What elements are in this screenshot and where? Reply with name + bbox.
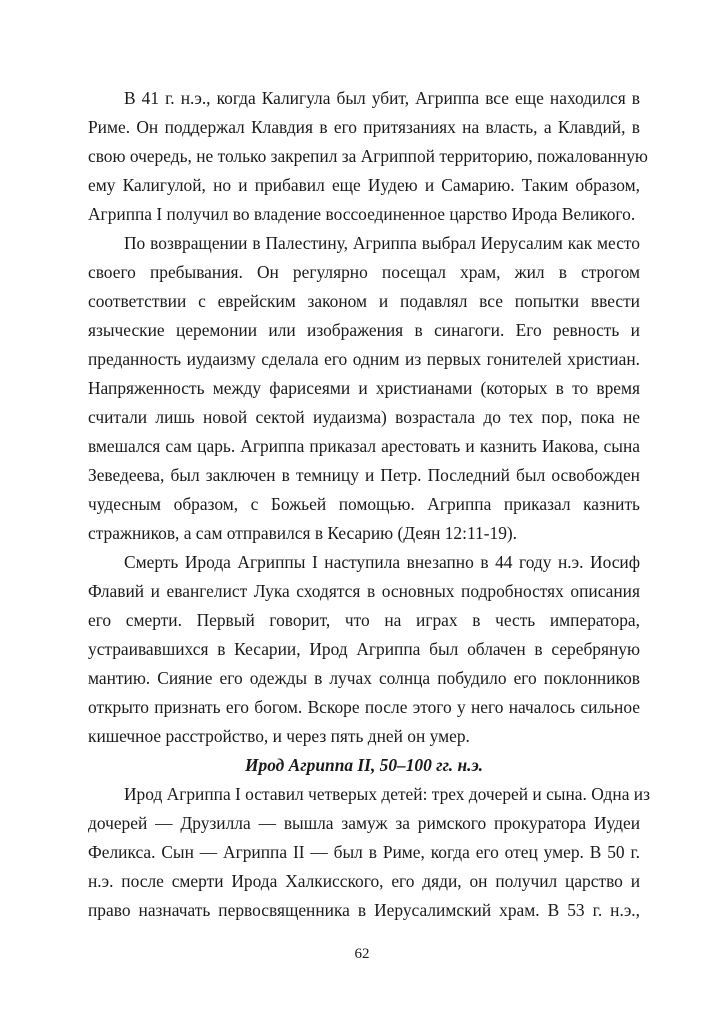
paragraphs-after-heading	[88, 780, 650, 925]
paragraphs-before-heading	[88, 84, 648, 751]
paragraph	[88, 84, 648, 229]
text-line: считали лишь новой сектой иудаизма) возрастала до тех пор, пока не	[88, 407, 640, 427]
text-line: мантию. Сияние его одежды в лучах солнца побудило его поклонников	[88, 668, 640, 688]
text-line: своего пребывания. Он регулярно посещал храм, жил в строгом	[88, 262, 640, 282]
page-number: 62	[354, 946, 370, 962]
text-line: Агриппа I получил во владение воссоединенное царство Ирода Великого.	[88, 204, 636, 224]
text-line: Риме. Он поддержал Клавдия в его притязаниях на власть, а Клавдий, в	[88, 117, 640, 137]
text-line: В 41 г. н.э., когда Калигула был убит, Агриппа все еще находился в	[124, 88, 640, 108]
paragraph	[88, 780, 650, 925]
page-body	[88, 84, 650, 925]
text-line: Зеведеева, был заключен в темницу и Петр. Последний был освобожден	[88, 465, 640, 485]
paragraph	[88, 548, 640, 751]
text-line: соответствии с еврейским законом и подавлял все попытки ввести	[88, 291, 640, 311]
text-line: н.э. после смерти Ирода Халкисского, его дяди, он получил царство и	[88, 871, 640, 891]
text-line: стражников, а сам отправился в Кесарию (Деян 12:11-19).	[88, 523, 518, 543]
text-line: право назначать первосвященника в Иерусалимский храм. В 53 г. н.э.,	[88, 900, 640, 920]
section-heading: Ирод Агриппа II, 50–100 гг. н.э.	[244, 755, 484, 775]
text-line: кишечное расстройство, и через пять дней он умер.	[88, 726, 470, 746]
text-line: Флавий и евангелист Лука сходятся в основных подробностях описания	[88, 581, 640, 601]
text-line: преданность иудаизму сделала его одним из первых гонителей христиан.	[88, 349, 640, 369]
text-line: устраивавшихся в Кесарии, Ирод Агриппа был облачен в серебряную	[88, 639, 640, 659]
text-line: ему Калигулой, но и прибавил еще Иудею и Самарию. Таким образом,	[88, 175, 640, 195]
text-line: дочерей — Друзилла — вышла замуж за римского прокуратора Иудеи	[88, 813, 640, 833]
text-line: Ирод Агриппа I оставил четверых детей: трех дочерей и сына. Одна из	[124, 784, 650, 804]
text-line: чудесным образом, с Божьей помощью. Агриппа приказал казнить	[88, 494, 640, 514]
text-line: языческие церемонии или изображения в синагоги. Его ревность и	[88, 320, 640, 340]
text-line: По возвращении в Палестину, Агриппа выбрал Иерусалим как место	[124, 233, 640, 253]
paragraph	[88, 229, 640, 548]
text-line: Феликса. Сын — Агриппа II — был в Риме, когда его отец умер. В 50 г.	[88, 842, 640, 862]
text-line: открыто признать его богом. Вскоре после этого у него началось сильное	[88, 697, 640, 717]
text-line: его смерти. Первый говорит, что на играх в честь императора,	[88, 610, 640, 630]
text-line: Напряженность между фарисеями и христианами (которых в то время	[88, 378, 640, 398]
text-line: Смерть Ирода Агриппы I наступила внезапно в 44 году н.э. Иосиф	[124, 552, 640, 572]
text-line: свою очередь, не только закрепил за Агриппой территорию, пожалованную	[88, 146, 648, 166]
text-line: вмешался сам царь. Агриппа приказал арестовать и казнить Иакова, сына	[88, 436, 640, 456]
